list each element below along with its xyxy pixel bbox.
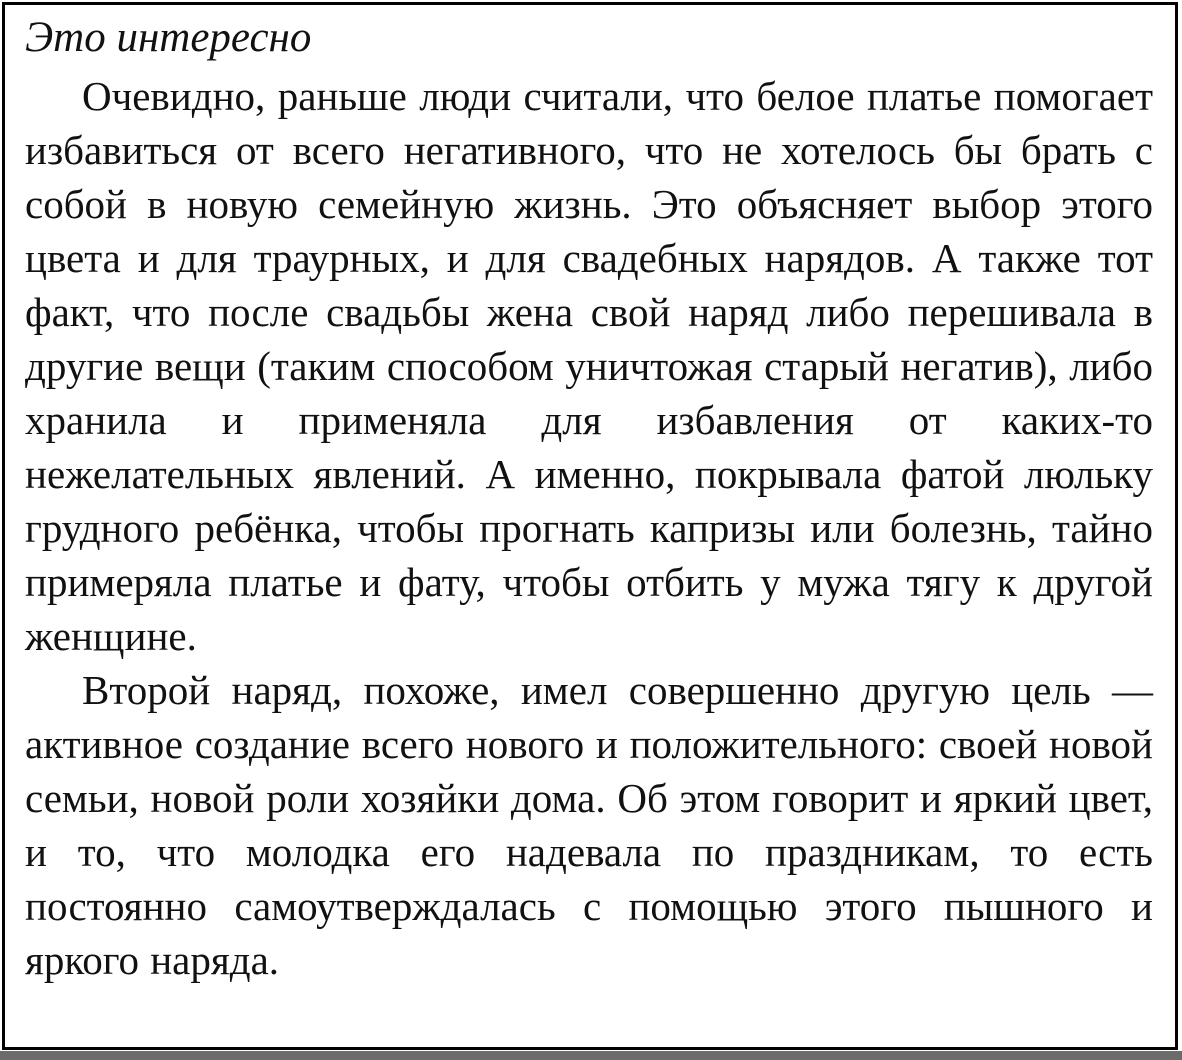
paragraph-second-outfit: Второй наряд, похоже, имел совершенно другую цель — активное создание всего нового и положительного: своей новой семьи, новой роли хозяйки дома. Об этом говорит и яркий цвет, и то, что молодка его надевала по праздникам, то есть постоянно самоутверждалась с помощью этого пышного и яркого наряда.	[25, 667, 1153, 983]
paragraph-white-dress: Очевидно, раньше люди считали, что белое платье помогает избавиться от всего негативного, что не хотелось бы брать с собой в новую семейную жизнь. Это объясняет выбор этого цвета и для траурных, и для свадебных нарядов. А также тот факт, что после свадьбы жена свой наряд либо перешивала в другие вещи (таким способом уничтожая старый негатив), либо хранила и применяла для избавления от каких-то нежелательных явлений. А именно, покрывала фатой люльку грудного ребёнка, чтобы прогнать капризы или болезнь, тайно примеряла платье и фату, чтобы отбить у мужа тягу к другой женщине.	[25, 73, 1153, 659]
section-title: Это интересно	[25, 14, 312, 61]
scan-edge-shadow	[0, 1051, 1182, 1060]
text-frame	[2, 2, 1178, 1050]
